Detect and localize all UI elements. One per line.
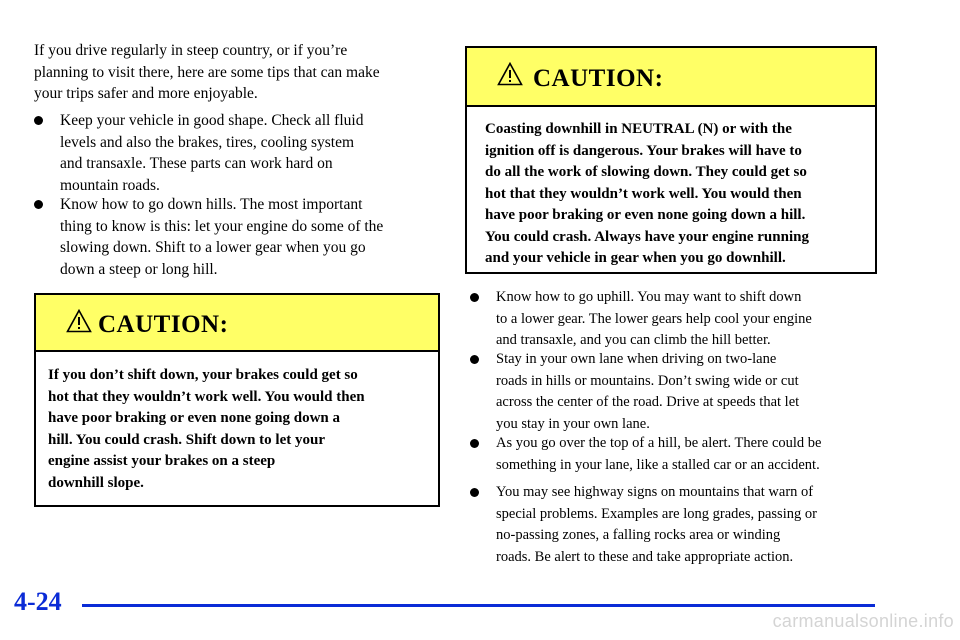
caution-box (465, 46, 877, 274)
intro-line: your trips safer and more enjoyable. (34, 85, 258, 102)
bullet-item (470, 287, 884, 353)
caution-line: have poor braking or even none going down a hill. (485, 207, 806, 223)
footer-rule (82, 604, 875, 607)
caution-box (34, 293, 440, 507)
bullet-dot-icon (34, 200, 43, 209)
bullet-text (60, 110, 363, 196)
caution-line: ignition off is dangerous. Your brakes will have to (485, 142, 802, 159)
bullet-line: Know how to go down hills. The most important (60, 196, 363, 213)
intro-paragraph (34, 40, 442, 105)
bullet-line: Know how to go uphill. You may want to shift down (496, 289, 802, 305)
intro-line: If you drive regularly in steep country, or if you’re (34, 42, 348, 59)
bullet-line: special problems. Examples are long grades, passing or (496, 505, 817, 522)
caution-body (48, 365, 438, 494)
caution-line: hill. You could crash. Shift down to let your (48, 431, 325, 448)
bullet-text (496, 433, 822, 476)
intro-line: planning to visit there, here are some tips that can make (34, 63, 380, 81)
bullet-line: thing to know is this: let your engine do some of the (60, 217, 384, 235)
bullet-dot-icon (34, 116, 43, 125)
caution-line: do all the work of slowing down. They could get so (485, 164, 807, 180)
caution-line: Coasting downhill in NEUTRAL (N) or with the (485, 121, 792, 137)
bullet-line: As you go over the top of a hill, be alert. There could be (496, 435, 822, 451)
caution-line: hot that they wouldn’t work well. You would then (48, 388, 365, 405)
bullet-line: to a lower gear. The lower gears help cool your engine (496, 310, 812, 327)
bullet-line: slowing down. Shift to a lower gear when you go (60, 239, 366, 256)
watermark: carmanualsonline.info (772, 611, 954, 631)
warning-triangle-icon (66, 309, 92, 333)
bullet-line: roads in hills or mountains. Don’t swing wide or cut (496, 372, 799, 389)
bullet-text (60, 194, 383, 280)
bullet-line: mountain roads. (60, 176, 160, 194)
caution-body (485, 119, 877, 270)
bullet-line: Keep your vehicle in good shape. Check all fluid (60, 112, 364, 129)
bullet-dot-icon (470, 293, 479, 302)
bullet-item (470, 482, 884, 568)
bullet-item (470, 433, 884, 477)
bullet-text (496, 349, 799, 435)
bullet-dot-icon (470, 488, 479, 497)
warning-triangle-icon (497, 62, 523, 86)
caution-line: downhill slope. (48, 474, 144, 491)
caution-title: CAUTION: (98, 311, 229, 338)
caution-header (467, 48, 875, 107)
bullet-line: and transaxle. These parts can work hard on (60, 155, 333, 172)
caution-line: If you don’t shift down, your brakes could get so (48, 367, 358, 383)
bullet-item (34, 194, 442, 280)
bullet-line: down a steep or long hill. (60, 260, 218, 278)
caution-line: engine assist your brakes on a steep (48, 453, 276, 469)
bullet-line: levels and also the brakes, tires, cooling system (60, 133, 355, 151)
caution-line: have poor braking or even none going down a (48, 410, 340, 426)
bullet-text (496, 482, 817, 568)
bullet-item (34, 110, 442, 196)
caution-line: You could crash. Always have your engine running (485, 228, 809, 245)
bullet-line: You may see highway signs on mountains that warn of (496, 484, 814, 500)
caution-line: hot that they wouldn’t work well. You would then (485, 185, 802, 202)
caution-title: CAUTION: (533, 65, 664, 92)
bullet-line: you stay in your own lane. (496, 415, 650, 432)
bullet-line: across the center of the road. Drive at speeds that let (496, 394, 800, 410)
bullet-dot-icon (470, 439, 479, 448)
bullet-line: and transaxle, and you can climb the hill better. (496, 332, 771, 348)
caution-header (36, 295, 438, 352)
bullet-item (470, 349, 884, 435)
page-number: 4-24 (14, 587, 62, 616)
bullet-line: Stay in your own lane when driving on two-lane (496, 351, 777, 367)
bullet-dot-icon (470, 355, 479, 364)
bullet-line: no-passing zones, a falling rocks area or winding (496, 527, 781, 543)
bullet-text (496, 287, 812, 352)
bullet-line: something in your lane, like a stalled car or an accident. (496, 456, 820, 473)
caution-line: and your vehicle in gear when you go downhill. (485, 250, 786, 266)
bullet-line: roads. Be alert to these and take appropriate action. (496, 548, 794, 565)
